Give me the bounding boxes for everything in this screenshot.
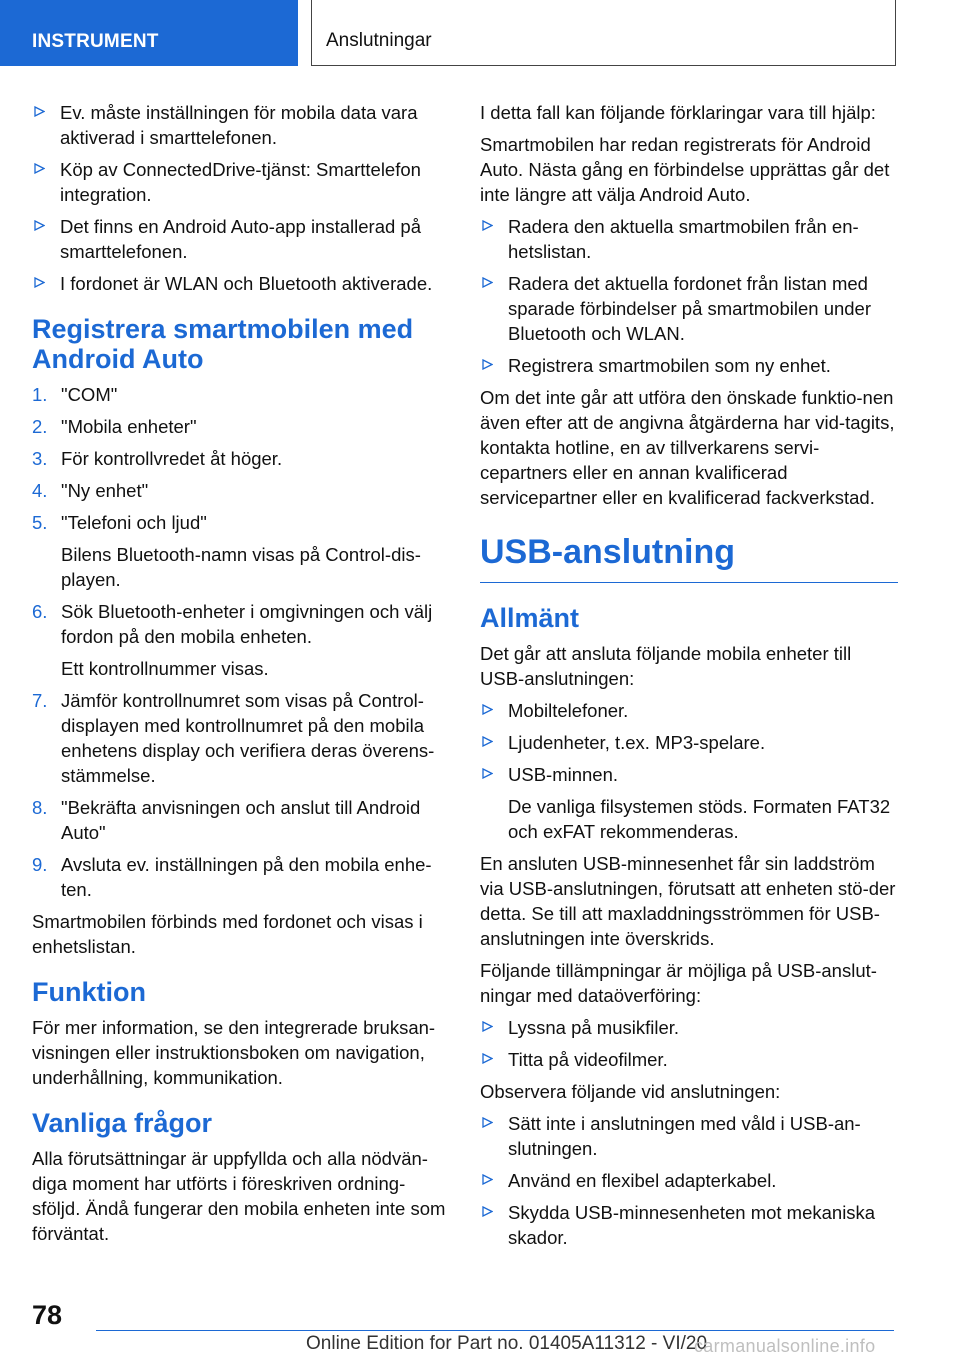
triangle-right-outline-icon xyxy=(34,163,45,174)
list-item: Titta på videofilmer. xyxy=(480,1047,898,1072)
list-item: Ev. måste inställningen för mobila data vara aktiverad i smarttelefonen. xyxy=(32,100,450,150)
step-item: 7. Jämför kontrollnumret som visas på Control-displayen med kontrollnumret på den mobila enhetens display och verifiera deras överens-stämmelse. xyxy=(32,690,435,786)
triangle-right-outline-icon xyxy=(482,1021,493,1032)
step-number: 2. xyxy=(32,416,48,437)
list-item: Radera den aktuella smartmobilen från en-hetslistan. xyxy=(480,214,898,264)
triangle-right-outline-icon xyxy=(482,220,493,231)
triangle-right-outline-icon xyxy=(482,736,493,747)
general-heading: Allmänt xyxy=(480,603,580,633)
register-heading: Registrera smartmobilen med Android Auto xyxy=(32,314,414,374)
triangle-right-outline-icon xyxy=(482,359,493,370)
page-header xyxy=(0,0,960,66)
chapter-title: Anslutningar xyxy=(311,0,896,66)
step-item: 1. "COM" xyxy=(32,384,118,405)
step-item: 9. Avsluta ev. inställningen på den mobila enhe-ten. xyxy=(32,854,432,900)
triangle-right-outline-icon xyxy=(34,277,45,288)
charge-para: En ansluten USB-minnesenhet får sin laddström via USB-anslutningen, förutsatt att enheten stö-der detta. Se till att maxladdningsströmmen för USB-anslutningen inte överskrids. xyxy=(480,853,896,949)
page-number: 78 xyxy=(32,1300,63,1330)
step-item: 8. "Bekräfta anvisningen och anslut till Android Auto" xyxy=(32,797,421,843)
function-heading: Funktion xyxy=(32,977,146,1007)
step-item: 2. "Mobila enheter" xyxy=(32,416,197,437)
left-column xyxy=(32,100,450,1253)
list-item: USB-minnen. xyxy=(480,762,898,787)
watermark: carmanualsonline.info xyxy=(694,1336,876,1356)
triangle-right-outline-icon xyxy=(482,704,493,715)
step-number: 9. xyxy=(32,854,48,875)
right-column xyxy=(480,100,898,1257)
step-number: 3. xyxy=(32,448,48,469)
help-outro: Om det inte går att utföra den önskade funktio-nen även efter att de angivna åtgärderna har vid-tagits, kontakta hotline, en av tillverkarens servi-cepartners eller en annan kvalificerad servicepartner eller en kvalificerad fackverkstad. xyxy=(480,387,895,508)
list-item: I fordonet är WLAN och Bluetooth aktiverade. xyxy=(32,271,450,296)
triangle-right-outline-icon xyxy=(482,1117,493,1128)
list-item: Ljudenheter, t.ex. MP3-spelare. xyxy=(480,730,898,755)
apps-para: Följande tillämpningar är möjliga på USB-anslut-ningar med dataöverföring: xyxy=(480,960,877,1006)
list-item: Det finns en Android Auto-app installerad på smarttelefonen. xyxy=(32,214,450,264)
triangle-right-outline-icon xyxy=(34,220,45,231)
step-number: 5. xyxy=(32,512,48,533)
list-item: Använd en flexibel adapterkabel. xyxy=(480,1168,898,1193)
help-intro: I detta fall kan följande förklaringar vara till hjälp: xyxy=(480,102,876,123)
triangle-right-outline-icon xyxy=(482,768,493,779)
faq-text: Alla förutsättningar är uppfyllda och alla nödvän-diga moment har utförts i föreskriven ordning-sföljd. Ändå fungerar den mobila enheten inte som förväntat. xyxy=(32,1148,446,1244)
help-para: Smartmobilen har redan registrerats för Android Auto. Nästa gång en förbindelse upprättas går det inte längre att välja Android Auto. xyxy=(480,134,890,205)
footer-divider xyxy=(96,1330,894,1331)
list-item: Lyssna på musikfiler. xyxy=(480,1015,898,1040)
list-item: Registrera smartmobilen som ny enhet. xyxy=(480,353,898,378)
list-item: Mobiltelefoner. xyxy=(480,698,898,723)
list-item: Köp av ConnectedDrive-tjänst: Smarttelefon integration. xyxy=(32,157,450,207)
step-item: 3. För kontrollvredet åt höger. xyxy=(32,448,283,469)
step-item: 5. "Telefoni och ljud" xyxy=(32,512,207,533)
register-outro: Smartmobilen förbinds med fordonet och visas i enhetslistan. xyxy=(32,911,423,957)
general-intro: Det går att ansluta följande mobila enheter till USB-anslutningen: xyxy=(480,643,852,689)
faq-heading: Vanliga frågor xyxy=(32,1108,213,1138)
step-note: Bilens Bluetooth-namn visas på Control-dis-playen. xyxy=(61,544,421,590)
step-item: 4. "Ny enhet" xyxy=(32,480,149,501)
triangle-right-outline-icon xyxy=(482,1206,493,1217)
usb-note: De vanliga filsystemen stöds. Formaten FAT32 och exFAT rekommenderas. xyxy=(508,796,891,842)
usb-heading: USB-anslutning xyxy=(480,532,898,583)
step-number: 8. xyxy=(32,797,48,818)
step-number: 6. xyxy=(32,601,48,622)
step-note: Ett kontrollnummer visas. xyxy=(61,658,269,679)
footer-edition: Online Edition for Part no. 01405A11312 - VI/20 xyxy=(306,1333,708,1354)
list-item: Sätt inte i anslutningen med våld i USB-an-slutningen. xyxy=(480,1111,898,1161)
section-tab: INSTRUMENT xyxy=(0,0,298,66)
list-item: Radera det aktuella fordonet från listan med sparade förbindelser på smartmobilen under Bluetooth och WLAN. xyxy=(480,271,898,346)
observe-para: Observera följande vid anslutningen: xyxy=(480,1081,781,1102)
function-text: För mer information, se den integrerade bruksan-visningen eller instruktionsboken om navigation, underhållning, kommunikation. xyxy=(32,1017,436,1088)
triangle-right-outline-icon xyxy=(482,1053,493,1064)
triangle-right-outline-icon xyxy=(482,277,493,288)
step-number: 1. xyxy=(32,384,48,405)
triangle-right-outline-icon xyxy=(34,106,45,117)
step-item: 6. Sök Bluetooth-enheter i omgivningen och välj fordon på den mobila enheten. xyxy=(32,601,433,647)
step-number: 7. xyxy=(32,690,48,711)
triangle-right-outline-icon xyxy=(482,1174,493,1185)
step-number: 4. xyxy=(32,480,48,501)
list-item: Skydda USB-minnesenheten mot mekaniska skador. xyxy=(480,1200,898,1250)
